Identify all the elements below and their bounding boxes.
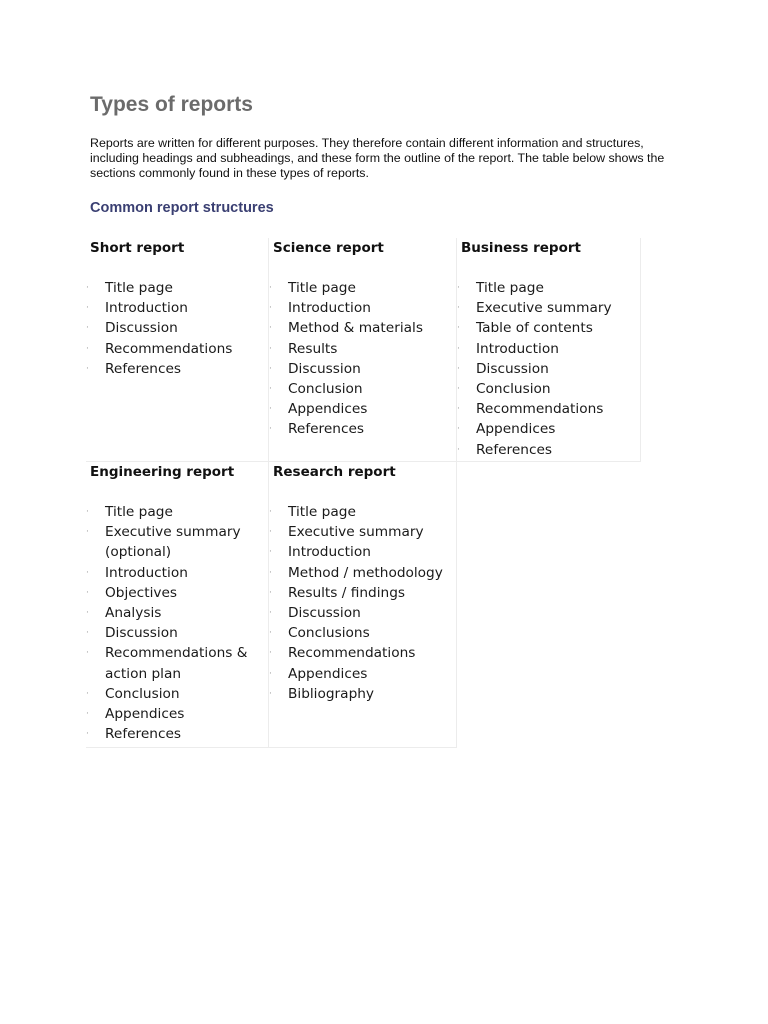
bullet-icon: · xyxy=(457,303,460,314)
list-item-text: Title page xyxy=(288,280,356,296)
list-item xyxy=(457,399,612,419)
bullet-icon: · xyxy=(86,283,89,293)
bullet-icon: · xyxy=(269,527,272,538)
list-item xyxy=(86,278,232,298)
bullet-icon: · xyxy=(269,567,272,578)
research-report-sections xyxy=(269,502,443,704)
bullet-icon: · xyxy=(457,384,460,395)
list-item xyxy=(269,583,443,603)
list-item xyxy=(269,522,443,542)
list-item-text: Discussion xyxy=(288,360,361,377)
bullet-icon: · xyxy=(457,363,460,374)
bullet-icon: · xyxy=(457,424,460,435)
table-cell-short-report xyxy=(86,238,269,462)
bullet-icon: · xyxy=(457,404,460,415)
list-item xyxy=(269,664,443,684)
bullet-icon: · xyxy=(86,628,89,639)
list-item xyxy=(86,298,232,318)
list-item-text: Title page xyxy=(105,280,173,296)
list-item-text: Recommendations & action plan xyxy=(105,645,248,682)
list-item xyxy=(86,339,232,359)
list-item xyxy=(269,339,423,359)
list-item-text: Title page xyxy=(105,504,173,520)
bullet-icon: · xyxy=(86,729,89,740)
bullet-icon: · xyxy=(269,688,272,699)
bullet-icon: · xyxy=(269,283,272,293)
list-item-text: Executive summary xyxy=(288,524,424,541)
bullet-icon: · xyxy=(86,567,89,578)
bullet-icon: · xyxy=(269,608,272,619)
list-item-text: Conclusion xyxy=(105,685,180,702)
bullet-icon: · xyxy=(86,709,89,720)
list-item-text: Recommendations xyxy=(105,340,233,357)
list-item-text: Title page xyxy=(476,280,544,296)
bullet-icon: · xyxy=(269,404,272,415)
bullet-icon: · xyxy=(86,608,89,619)
list-item xyxy=(86,623,247,643)
list-item xyxy=(86,318,232,338)
business-report-sections xyxy=(457,278,612,460)
bullet-icon: · xyxy=(269,424,272,435)
page-title: Types of reports xyxy=(90,93,253,116)
list-item-text: Method & materials xyxy=(288,320,423,337)
list-item-text: Title page xyxy=(288,504,356,520)
list-item xyxy=(269,318,423,338)
list-item-text: Introduction xyxy=(288,544,371,561)
bullet-icon: · xyxy=(86,688,89,699)
bullet-icon: · xyxy=(86,587,89,598)
bullet-icon: · xyxy=(86,507,89,517)
engineering-report-sections xyxy=(86,502,247,744)
bullet-icon: · xyxy=(457,323,460,334)
list-item xyxy=(457,318,612,338)
list-item xyxy=(269,603,443,623)
bullet-icon: · xyxy=(86,323,89,334)
list-item xyxy=(86,359,232,379)
list-item-text: Discussion xyxy=(288,605,361,622)
list-item xyxy=(457,379,612,399)
bullet-icon: · xyxy=(269,507,272,517)
list-item xyxy=(86,583,247,603)
bullet-icon: · xyxy=(269,648,272,659)
bullet-icon: · xyxy=(86,343,89,354)
bullet-icon: · xyxy=(269,363,272,374)
list-item-text: References xyxy=(105,726,182,743)
bullet-icon: · xyxy=(457,343,460,354)
list-item-text: Discussion xyxy=(476,360,549,377)
list-item xyxy=(269,542,443,562)
bullet-icon: · xyxy=(269,547,272,558)
list-item xyxy=(457,298,612,318)
list-item xyxy=(457,339,612,359)
list-item xyxy=(86,704,247,724)
list-item xyxy=(457,359,612,379)
list-item xyxy=(86,522,247,562)
list-item xyxy=(86,603,247,623)
list-item-text: Appendices xyxy=(476,421,556,438)
list-item xyxy=(269,643,443,663)
list-item xyxy=(269,419,423,439)
section-subtitle: Common report structures xyxy=(90,200,274,216)
table-cell-business-report xyxy=(457,238,641,462)
list-item-text: Introduction xyxy=(288,300,371,317)
list-item-text: References xyxy=(288,421,365,438)
list-item xyxy=(457,278,612,298)
bullet-icon: · xyxy=(457,283,460,293)
list-item-text: Discussion xyxy=(105,320,178,337)
bullet-icon: · xyxy=(86,527,89,538)
list-item xyxy=(269,298,423,318)
list-item xyxy=(86,502,247,522)
list-item xyxy=(86,563,247,583)
bullet-icon: · xyxy=(457,444,460,455)
list-item-text: Method / methodology xyxy=(288,564,443,581)
bullet-icon: · xyxy=(269,587,272,598)
intro-paragraph: Reports are written for different purposes. They therefore contain different information and structures, including headings and subheadings, and these form the outline of the report. The table below shows the sections commonly found in these types of reports. xyxy=(90,136,665,180)
list-item xyxy=(269,359,423,379)
science-report-sections xyxy=(269,278,423,440)
list-item-text: Table of contents xyxy=(476,320,593,337)
list-item-text: Appendices xyxy=(105,706,185,723)
column-heading-business-report: Business report xyxy=(461,240,581,256)
list-item-text: Conclusion xyxy=(288,381,363,398)
bullet-icon: · xyxy=(269,384,272,395)
list-item-text: Recommendations xyxy=(288,645,416,662)
table-cell-engineering-report xyxy=(86,462,269,748)
bullet-icon: · xyxy=(269,628,272,639)
list-item xyxy=(457,440,612,460)
list-item-text: Executive summary (optional) xyxy=(105,524,241,561)
list-item-text: References xyxy=(476,441,553,458)
bullet-icon: · xyxy=(269,323,272,334)
list-item xyxy=(269,623,443,643)
list-item-text: Introduction xyxy=(105,564,188,581)
table-cell-science-report xyxy=(269,238,457,462)
list-item xyxy=(86,643,247,683)
list-item-text: Recommendations xyxy=(476,401,604,418)
document-body xyxy=(90,88,690,218)
bullet-icon: · xyxy=(269,668,272,679)
list-item-text: Discussion xyxy=(105,625,178,642)
column-heading-research-report: Research report xyxy=(273,464,396,480)
list-item xyxy=(269,379,423,399)
list-item-text: Objectives xyxy=(105,584,178,601)
column-heading-science-report: Science report xyxy=(273,240,384,256)
list-item-text: Conclusion xyxy=(476,381,551,398)
list-item xyxy=(269,278,423,298)
table-cell-research-report xyxy=(269,462,457,748)
bullet-icon: · xyxy=(86,303,89,314)
list-item-text: References xyxy=(105,360,182,377)
list-item xyxy=(269,563,443,583)
list-item-text: Conclusions xyxy=(288,625,370,642)
list-item-text: Introduction xyxy=(105,300,188,317)
list-item-text: Introduction xyxy=(476,340,559,357)
list-item xyxy=(86,724,247,744)
list-item-text: Executive summary xyxy=(476,300,612,317)
list-item xyxy=(269,399,423,419)
list-item-text: Bibliography xyxy=(288,685,375,702)
bullet-icon: · xyxy=(269,343,272,354)
list-item-text: Results xyxy=(288,340,338,357)
column-heading-engineering-report: Engineering report xyxy=(90,464,235,480)
short-report-sections xyxy=(86,278,232,379)
column-heading-short-report: Short report xyxy=(90,240,185,256)
list-item xyxy=(457,419,612,439)
list-item xyxy=(269,684,443,704)
list-item xyxy=(269,502,443,522)
list-item-text: Appendices xyxy=(288,401,368,418)
bullet-icon: · xyxy=(269,303,272,314)
list-item-text: Analysis xyxy=(105,605,162,622)
bullet-icon: · xyxy=(86,363,89,374)
list-item xyxy=(86,684,247,704)
bullet-icon: · xyxy=(86,648,89,659)
list-item-text: Appendices xyxy=(288,665,368,682)
list-item-text: Results / findings xyxy=(288,584,406,601)
